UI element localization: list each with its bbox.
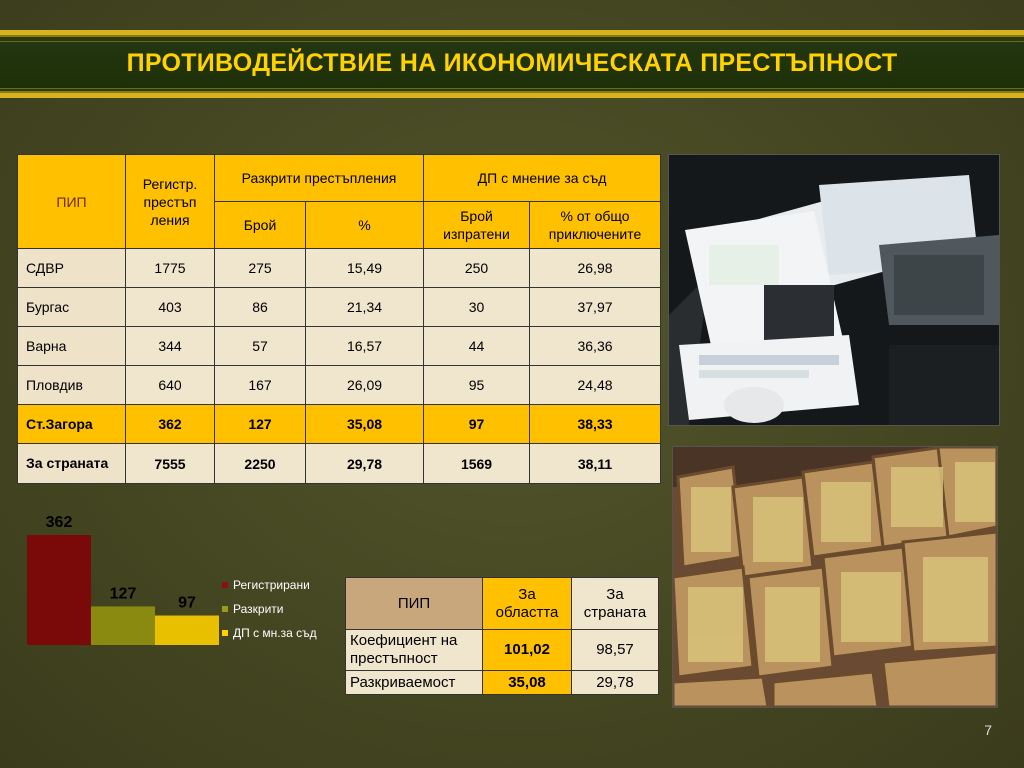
cell-solved: 2250 <box>215 444 306 484</box>
table-row <box>346 630 659 671</box>
cell-percent-total: 38,11 <box>530 444 661 484</box>
table-row <box>346 671 659 695</box>
summary-row-label: Разкриваемост <box>346 671 483 695</box>
chart-legend <box>222 573 317 645</box>
row-label: Варна <box>18 327 126 366</box>
cell-registered: 344 <box>126 327 215 366</box>
bar-2 <box>155 616 219 645</box>
cell-percent: 29,78 <box>306 444 424 484</box>
cell-percent: 16,57 <box>306 327 424 366</box>
cell-percent: 35,08 <box>306 405 424 444</box>
cell-solved: 275 <box>215 249 306 288</box>
cell-percent-total: 36,36 <box>530 327 661 366</box>
cell-percent: 26,09 <box>306 366 424 405</box>
legend-item <box>222 573 317 597</box>
cell-sent: 44 <box>424 327 530 366</box>
cell-sent: 250 <box>424 249 530 288</box>
cell-solved: 57 <box>215 327 306 366</box>
bar-0 <box>27 535 91 645</box>
row-label: СДВР <box>18 249 126 288</box>
header-count: Брой <box>215 202 306 249</box>
cell-registered: 1775 <box>126 249 215 288</box>
title-bar <box>0 30 1024 98</box>
summary-row-label: Коефициент на престъпност <box>346 630 483 671</box>
cell-sent: 95 <box>424 366 530 405</box>
summary-table <box>345 577 659 695</box>
summary-cell-country: 98,57 <box>572 630 659 671</box>
cell-registered: 403 <box>126 288 215 327</box>
legend-item <box>222 621 317 645</box>
bar-1 <box>91 606 155 645</box>
summary-cell-region: 101,02 <box>483 630 572 671</box>
legend-label: Разкрити <box>233 602 284 616</box>
row-label: За страната <box>18 444 126 484</box>
summary-header-region: За областта <box>483 578 572 630</box>
cell-registered: 362 <box>126 405 215 444</box>
header-dp: ДП с мнение за съд <box>424 155 661 202</box>
table-row <box>18 288 661 327</box>
slide-title: ПРОТИВОДЕЙСТВИЕ НА ИКОНОМИЧЕСКАТА ПРЕСТЪПНОСТ <box>126 49 898 77</box>
header-pip: ПИП <box>18 155 126 249</box>
cell-solved: 167 <box>215 366 306 405</box>
cell-sent: 1569 <box>424 444 530 484</box>
legend-marker <box>222 606 228 612</box>
row-label: Бургас <box>18 288 126 327</box>
cell-registered: 640 <box>126 366 215 405</box>
bar-label-0: 362 <box>45 514 73 531</box>
cell-registered: 7555 <box>126 444 215 484</box>
header-solved: Разкрити престъпления <box>215 155 424 202</box>
header-registered: Регистр. престъп ления <box>126 155 215 249</box>
summary-header-country: За страната <box>572 578 659 630</box>
page-number: 7 <box>984 722 992 738</box>
cell-percent-total: 24,48 <box>530 366 661 405</box>
table-row <box>18 366 661 405</box>
summary-header-pip: ПИП <box>346 578 483 630</box>
cell-sent: 30 <box>424 288 530 327</box>
legend-marker <box>222 582 228 588</box>
summary-cell-region: 35,08 <box>483 671 572 695</box>
cell-percent-total: 37,97 <box>530 288 661 327</box>
summary-cell-country: 29,78 <box>572 671 659 695</box>
cell-percent-total: 26,98 <box>530 249 661 288</box>
bar-label-1: 127 <box>109 585 137 603</box>
legend-label: Регистрирани <box>233 578 310 592</box>
cell-sent: 97 <box>424 405 530 444</box>
legend-item <box>222 597 317 621</box>
table-row-total <box>18 444 661 484</box>
header-sent-count: Брой изпратени <box>424 202 530 249</box>
header-percent: % <box>306 202 424 249</box>
cigarette-boxes-photo <box>672 446 998 708</box>
cell-percent: 15,49 <box>306 249 424 288</box>
table-row <box>18 249 661 288</box>
header-percent-total: % от общо приключените <box>530 202 661 249</box>
row-label: Ст.Загора <box>18 405 126 444</box>
bar-label-2: 97 <box>178 594 196 612</box>
table-row-highlighted <box>18 405 661 444</box>
cell-percent: 21,34 <box>306 288 424 327</box>
legend-marker <box>222 630 228 636</box>
table-row <box>18 327 661 366</box>
legend-label: ДП с мн.за съд <box>233 626 317 640</box>
cell-solved: 127 <box>215 405 306 444</box>
documents-photo <box>668 154 1000 426</box>
row-label: Пловдив <box>18 366 126 405</box>
cell-solved: 86 <box>215 288 306 327</box>
crime-statistics-table <box>17 154 661 484</box>
cell-percent-total: 38,33 <box>530 405 661 444</box>
